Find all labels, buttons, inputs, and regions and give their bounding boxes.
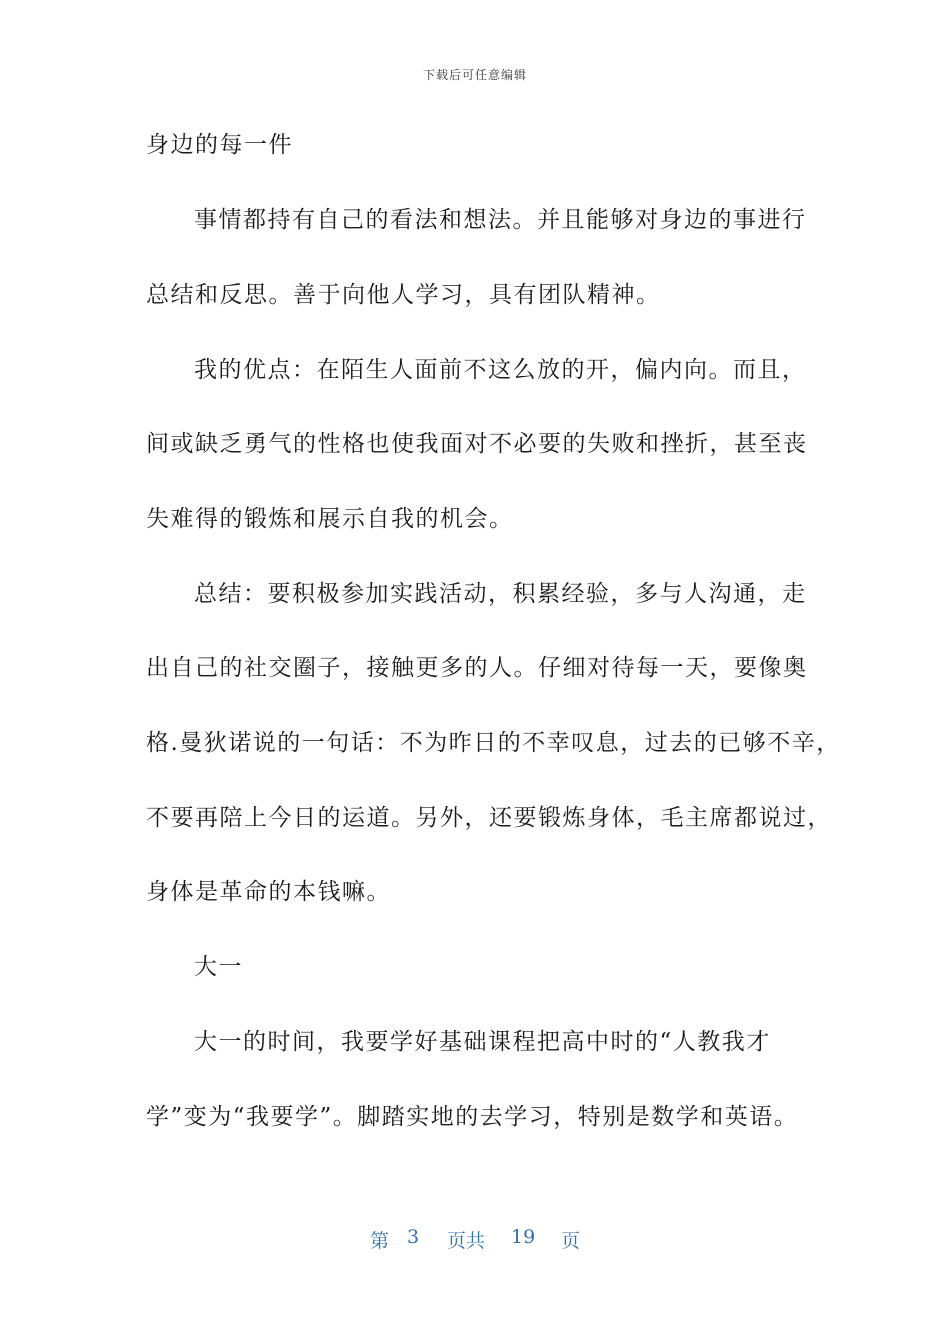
download-note: 下载后可任意编辑 bbox=[422, 68, 527, 82]
text-line: 学”变为“我要学”。脚踏实地的去学习，特别是数学和英语。 bbox=[146, 1104, 799, 1130]
page-label-mid: 页共 bbox=[447, 1230, 486, 1252]
current-page-number: 3 bbox=[407, 1226, 420, 1248]
text-line: 事情都持有自己的看法和想法。并且能够对身边的事进行 bbox=[194, 207, 807, 233]
text-line: 身边的每一件 bbox=[146, 132, 293, 158]
page-label-prefix: 第 bbox=[370, 1230, 390, 1252]
text-line: 间或缺乏勇气的性格也使我面对不必要的失败和挫折，甚至丧 bbox=[146, 431, 808, 457]
text-line: 出自己的社交圈子，接触更多的人。仔细对待每一天，要像奥 bbox=[146, 655, 808, 681]
text-line: 失难得的锻炼和展示自我的机会。 bbox=[146, 506, 514, 532]
text-line: 总结和反思。善于向他人学习，具有团队精神。 bbox=[146, 282, 661, 308]
text-line: 总结：要积极参加实践活动，积累经验，多与人沟通，走 bbox=[194, 581, 807, 607]
text-line: 身体是革命的本钱嘛。 bbox=[146, 879, 391, 905]
text-line: 格.曼狄诺说的一句话：不为昨日的不幸叹息，过去的已够不辛， bbox=[146, 730, 841, 756]
section-heading: 大一 bbox=[194, 954, 243, 980]
text-line: 不要再陪上今日的运道。另外，还要锻炼身体，毛主席都说过， bbox=[146, 805, 832, 831]
text-line: 我的优点：在陌生人面前不这么放的开，偏内向。而且， bbox=[194, 357, 807, 383]
page-label-suffix: 页 bbox=[561, 1230, 581, 1252]
text-line: 大一的时间，我要学好基础课程把高中时的“人教我才 bbox=[194, 1029, 771, 1055]
total-pages-number: 19 bbox=[511, 1226, 536, 1248]
